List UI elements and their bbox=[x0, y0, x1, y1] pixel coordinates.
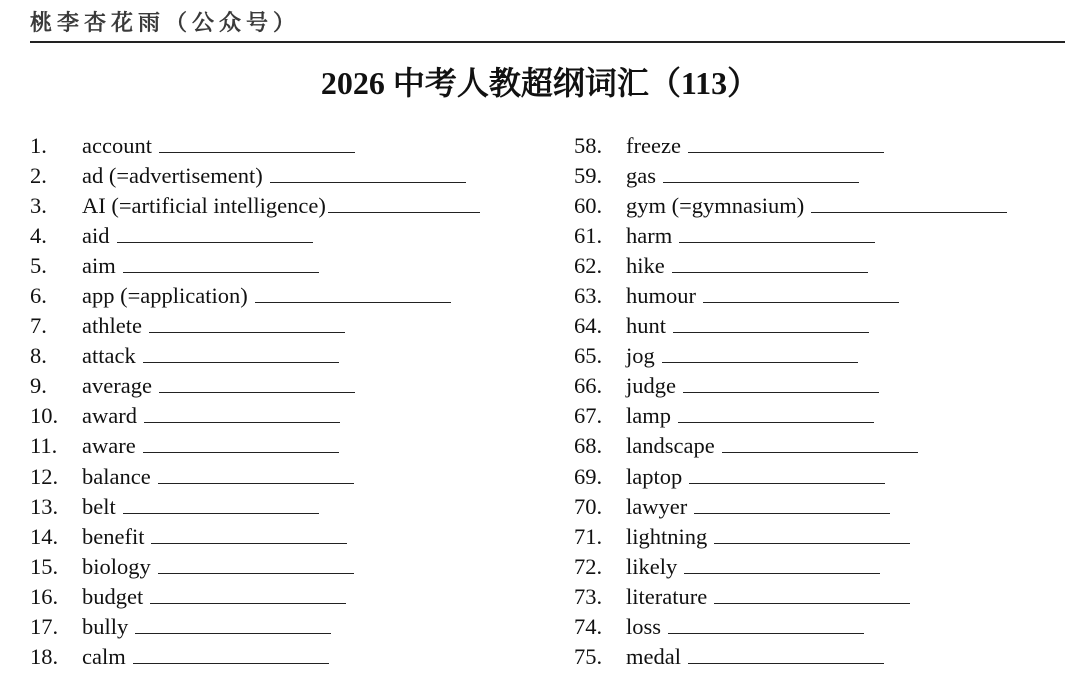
list-item bbox=[30, 371, 480, 401]
item-number: 16. bbox=[30, 583, 59, 609]
item-number: 72. bbox=[574, 553, 603, 579]
answer-blank bbox=[143, 345, 339, 363]
item-word: average bbox=[82, 373, 152, 399]
item-number: 5. bbox=[30, 253, 47, 279]
item-number: 1. bbox=[30, 133, 47, 158]
list-item bbox=[574, 161, 1007, 191]
item-number: 64. bbox=[574, 313, 603, 339]
list-item bbox=[30, 161, 480, 191]
list-item bbox=[574, 191, 1007, 221]
answer-blank bbox=[255, 285, 451, 303]
answer-blank bbox=[143, 435, 339, 453]
item-number: 62. bbox=[574, 253, 603, 279]
item-word: lightning bbox=[626, 523, 708, 549]
answer-blank bbox=[722, 435, 918, 453]
item-number: 75. bbox=[574, 643, 603, 669]
item-number: 2. bbox=[30, 163, 47, 189]
item-number: 68. bbox=[574, 433, 603, 459]
answer-blank bbox=[158, 466, 354, 484]
answer-blank bbox=[270, 165, 466, 183]
list-item bbox=[574, 281, 1007, 311]
list-item bbox=[574, 642, 1007, 672]
answer-blank bbox=[694, 496, 890, 514]
item-number: 12. bbox=[30, 463, 59, 489]
item-word: calm bbox=[82, 643, 126, 669]
item-word: account bbox=[82, 133, 152, 158]
list-item bbox=[30, 191, 480, 221]
answer-blank bbox=[811, 195, 1007, 213]
item-number: 67. bbox=[574, 403, 603, 429]
answer-blank bbox=[703, 285, 899, 303]
list-item bbox=[574, 371, 1007, 401]
list-item bbox=[574, 131, 1007, 161]
answer-blank bbox=[678, 405, 874, 423]
page-title: 2026 中考人教超纲词汇（113） bbox=[320, 65, 760, 101]
item-word: ad (=advertisement) bbox=[82, 163, 263, 189]
list-item bbox=[30, 341, 480, 371]
answer-blank bbox=[714, 526, 910, 544]
answer-blank bbox=[663, 165, 859, 183]
item-number: 9. bbox=[30, 373, 47, 399]
item-number: 10. bbox=[30, 403, 59, 429]
item-word: bully bbox=[82, 613, 129, 639]
answer-blank bbox=[684, 556, 880, 574]
answer-blank bbox=[662, 345, 858, 363]
left-word-column bbox=[30, 131, 480, 672]
item-word: aware bbox=[82, 433, 136, 459]
answer-blank bbox=[158, 556, 354, 574]
answer-blank bbox=[159, 375, 355, 393]
item-word: AI (=artificial intelligence) bbox=[82, 193, 326, 219]
item-word: harm bbox=[626, 223, 673, 249]
answer-blank bbox=[683, 375, 879, 393]
item-number: 71. bbox=[574, 523, 603, 549]
item-number: 6. bbox=[30, 283, 47, 309]
item-word: judge bbox=[626, 373, 676, 399]
item-word: lawyer bbox=[626, 493, 688, 519]
right-word-column bbox=[574, 131, 1007, 672]
item-word: landscape bbox=[626, 433, 715, 459]
list-item bbox=[30, 311, 480, 341]
item-word: belt bbox=[82, 493, 116, 519]
account-header: 桃李杏花雨（公众号） bbox=[30, 11, 301, 36]
list-item bbox=[574, 582, 1007, 612]
list-item bbox=[574, 431, 1007, 461]
item-word: loss bbox=[626, 613, 662, 639]
answer-blank bbox=[714, 586, 910, 604]
header-divider bbox=[30, 41, 1065, 43]
item-word: freeze bbox=[626, 133, 681, 158]
answer-blank bbox=[123, 496, 319, 514]
answer-blank bbox=[135, 616, 331, 634]
item-word: laptop bbox=[626, 463, 683, 489]
item-word: award bbox=[82, 403, 137, 429]
answer-blank bbox=[679, 225, 875, 243]
list-item bbox=[574, 401, 1007, 431]
list-item bbox=[574, 492, 1007, 522]
item-number: 17. bbox=[30, 613, 59, 639]
item-number: 13. bbox=[30, 493, 59, 519]
item-word: likely bbox=[626, 553, 678, 579]
list-item bbox=[574, 251, 1007, 281]
item-word: athlete bbox=[82, 313, 142, 339]
item-number: 3. bbox=[30, 193, 47, 219]
list-item bbox=[574, 311, 1007, 341]
list-item bbox=[574, 612, 1007, 642]
item-number: 63. bbox=[574, 283, 603, 309]
item-number: 7. bbox=[30, 313, 47, 339]
answer-blank bbox=[688, 646, 884, 664]
item-word: medal bbox=[626, 643, 681, 669]
item-number: 73. bbox=[574, 583, 603, 609]
item-word: humour bbox=[626, 283, 696, 309]
list-item bbox=[30, 281, 480, 311]
list-item bbox=[574, 522, 1007, 552]
answer-blank bbox=[673, 315, 869, 333]
list-item bbox=[30, 401, 480, 431]
answer-blank bbox=[689, 466, 885, 484]
item-word: aim bbox=[82, 253, 116, 279]
answer-blank bbox=[688, 135, 884, 153]
item-word: jog bbox=[626, 343, 655, 369]
item-word: benefit bbox=[82, 523, 145, 549]
list-item bbox=[574, 341, 1007, 371]
item-word: balance bbox=[82, 463, 151, 489]
item-word: gym (=gymnasium) bbox=[626, 193, 805, 219]
list-item bbox=[30, 431, 480, 461]
answer-blank bbox=[144, 405, 340, 423]
item-number: 14. bbox=[30, 523, 59, 549]
answer-blank bbox=[328, 195, 480, 213]
answer-blank bbox=[672, 255, 868, 273]
item-number: 58. bbox=[574, 133, 603, 158]
item-word: budget bbox=[82, 583, 144, 609]
item-number: 18. bbox=[30, 643, 59, 669]
item-number: 66. bbox=[574, 373, 603, 399]
item-word: attack bbox=[82, 343, 136, 369]
item-word: lamp bbox=[626, 403, 671, 429]
item-word: hunt bbox=[626, 313, 667, 339]
item-word: gas bbox=[626, 163, 656, 189]
list-item bbox=[30, 251, 480, 281]
list-item bbox=[30, 221, 480, 251]
item-number: 11. bbox=[30, 433, 58, 459]
list-item bbox=[574, 221, 1007, 251]
item-number: 4. bbox=[30, 223, 47, 249]
list-item bbox=[30, 462, 480, 492]
item-number: 61. bbox=[574, 223, 603, 249]
item-number: 69. bbox=[574, 463, 603, 489]
item-number: 70. bbox=[574, 493, 603, 519]
list-item bbox=[30, 492, 480, 522]
item-word: biology bbox=[82, 553, 151, 579]
answer-blank bbox=[150, 586, 346, 604]
item-word: literature bbox=[626, 583, 708, 609]
answer-blank bbox=[117, 225, 313, 243]
item-number: 60. bbox=[574, 193, 603, 219]
answer-blank bbox=[149, 315, 345, 333]
item-word: app (=application) bbox=[82, 283, 248, 309]
item-number: 15. bbox=[30, 553, 59, 579]
list-item bbox=[30, 642, 480, 672]
answer-blank bbox=[123, 255, 319, 273]
list-item bbox=[30, 612, 480, 642]
item-word: aid bbox=[82, 223, 110, 249]
item-number: 8. bbox=[30, 343, 47, 369]
list-item bbox=[574, 462, 1007, 492]
list-item bbox=[30, 131, 480, 161]
item-number: 65. bbox=[574, 343, 603, 369]
answer-blank bbox=[151, 526, 347, 544]
answer-blank bbox=[668, 616, 864, 634]
answer-blank bbox=[159, 135, 355, 153]
item-number: 59. bbox=[574, 163, 603, 189]
list-item bbox=[30, 522, 480, 552]
item-number: 74. bbox=[574, 613, 603, 639]
list-item bbox=[574, 552, 1007, 582]
item-word: hike bbox=[626, 253, 665, 279]
list-item bbox=[30, 582, 480, 612]
answer-blank bbox=[133, 646, 329, 664]
list-item bbox=[30, 552, 480, 582]
